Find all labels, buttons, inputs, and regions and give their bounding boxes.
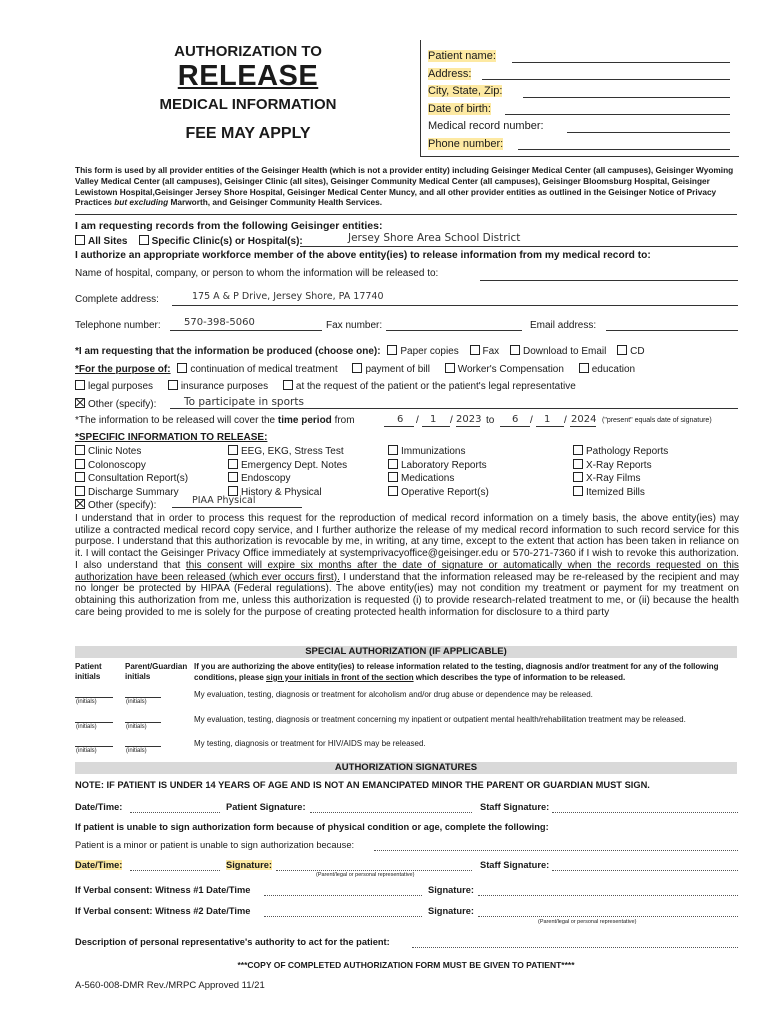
- download-email-checkbox[interactable]: [510, 345, 520, 355]
- insurance-checkbox[interactable]: [168, 380, 178, 390]
- specific-info-col4: [573, 445, 668, 499]
- endoscopy-label: Endoscopy: [241, 473, 291, 485]
- signature2-field[interactable]: [276, 870, 472, 871]
- patient-request-checkbox[interactable]: [283, 380, 293, 390]
- unable-to-sign-note: If patient is unable to sign authorization form because of physical condition or age, complete the following:: [75, 822, 549, 832]
- initials-hint: (initials): [126, 699, 147, 705]
- title-fee: FEE MAY APPLY: [185, 125, 311, 142]
- itemized-bills-checkbox[interactable]: [573, 486, 583, 496]
- recipient-name-label: Name of hospital, company, or person to whom the information will be released to:: [75, 268, 439, 279]
- city-state-zip-field[interactable]: [523, 97, 730, 98]
- all-sites-checkbox[interactable]: [75, 235, 85, 245]
- period-label: [75, 415, 355, 426]
- laboratory-checkbox[interactable]: [388, 459, 398, 469]
- payment-label: payment of bill: [365, 364, 430, 375]
- purpose-other-line: [170, 408, 738, 409]
- understand-text-underlined: this consent will expire six months after the date of signature or automatically when the records requested on this authorization have been released (which ever occurs first).: [75, 559, 739, 583]
- period-label-b: time period: [277, 415, 332, 426]
- specific-checkbox[interactable]: [139, 235, 149, 245]
- colonoscopy-label: Colonoscopy: [88, 459, 146, 471]
- download-email-label: Download to Email: [522, 346, 607, 357]
- pathology-label: Pathology Reports: [586, 446, 669, 457]
- mrn-field[interactable]: [567, 132, 730, 133]
- patient-initials-line-2[interactable]: [75, 722, 113, 723]
- eeg-checkbox[interactable]: [228, 445, 238, 455]
- witness1-signature-label: Signature:: [428, 885, 474, 895]
- period-label-a: *The information to be released will cover the: [75, 415, 278, 426]
- slash: /: [416, 415, 419, 426]
- xray-films-label: X-Ray Films: [586, 473, 641, 485]
- address-label: Address:: [428, 67, 472, 80]
- colonoscopy-checkbox[interactable]: [75, 459, 85, 469]
- xray-films-checkbox[interactable]: [573, 472, 583, 482]
- period-note: ("present" equals date of signature): [602, 417, 712, 424]
- witness1-label: If Verbal consent: Witness #1 Date/Time: [75, 885, 251, 895]
- patient-name-label: Patient name:: [428, 50, 496, 62]
- witness1-field[interactable]: [264, 895, 422, 896]
- workers-comp-label: Worker's Compensation: [457, 364, 564, 375]
- cd-label: CD: [630, 346, 645, 357]
- initials-hint: (initials): [126, 748, 147, 754]
- recipient-name-field[interactable]: [480, 280, 738, 281]
- patient-initials-col: Patient initials: [75, 662, 102, 681]
- datetime2-field[interactable]: [130, 870, 220, 871]
- special-description: [194, 662, 739, 683]
- recipient-address-line: [172, 305, 738, 306]
- datetime-label: Date/Time:: [75, 802, 123, 812]
- operative-label: Operative Report(s): [401, 486, 489, 498]
- xray-reports-label: X-Ray Reports: [586, 459, 652, 471]
- purpose-row1: [75, 363, 635, 375]
- period-to-month[interactable]: 6: [512, 414, 519, 425]
- datetime2-text: Date/Time:: [75, 860, 123, 870]
- witness2-label: If Verbal consent: Witness #2 Date/Time: [75, 906, 251, 916]
- specific-info-col2: [228, 445, 347, 499]
- specific-clinic-line: [300, 246, 738, 247]
- initials-hint: (initials): [76, 748, 97, 754]
- emergency-checkbox[interactable]: [228, 459, 238, 469]
- intro-text-c: Marworth, and Geisinger Community Health Services.: [168, 197, 383, 208]
- specific-info-heading: *SPECIFIC INFORMATION TO RELEASE:: [75, 432, 268, 443]
- parent-rep-note: (Parent/legal or personal representative): [316, 872, 415, 878]
- consultation-label: Consultation Report(s): [88, 473, 189, 485]
- patient-request-label: at the request of the patient or the patient's legal representative: [295, 381, 576, 392]
- authorization-signatures-bar: AUTHORIZATION SIGNATURES: [75, 762, 737, 774]
- laboratory-label: Laboratory Reports: [401, 459, 487, 471]
- understand-text-b: I understand that the information released may be re-released by the recipient and may no longer be protected by HIPAA (Federal regulations). The above entity(ies) may not condition my treatment or payment for my treatment on obtaining this authorization from me, unless this authorization is requested (i) to provide research-related treatment to me, or (ii) because the health care being provided to me is solely for the purpose of creating protected health information for disclosure to a third party: [75, 571, 739, 618]
- medications-checkbox[interactable]: [388, 472, 398, 482]
- slash: /: [450, 415, 453, 426]
- patient-initials-line-1[interactable]: [75, 697, 113, 698]
- period-to-month-line: [500, 426, 530, 427]
- medications-label: Medications: [401, 473, 455, 485]
- entities-heading: I am requesting records from the following Geisinger entities:: [75, 220, 383, 232]
- minor-reason-field[interactable]: [374, 850, 738, 851]
- specific-info-col1: [75, 445, 188, 513]
- signature2-text: Signature:: [226, 860, 272, 870]
- discharge-label: Discharge Summary: [88, 486, 179, 498]
- witness2-signature-field[interactable]: [478, 916, 738, 917]
- purpose-label: *For the purpose of:: [75, 364, 171, 375]
- patient-name-field[interactable]: [512, 62, 730, 63]
- special-row-alcohol: My evaluation, testing, diagnosis or treatment for alcoholism and/or drug abuse or dependence may be released.: [194, 690, 593, 699]
- rep-authority-field[interactable]: [412, 947, 738, 948]
- special-desc-u: sign your initials in front of the section: [266, 672, 414, 682]
- email-label: Email address:: [530, 320, 597, 331]
- purpose-other-value[interactable]: To participate in sports: [184, 396, 304, 408]
- fax-field[interactable]: [386, 330, 522, 331]
- address-field[interactable]: [482, 79, 730, 80]
- telephone-value[interactable]: 570-398-5060: [184, 317, 255, 328]
- slash: /: [564, 415, 567, 426]
- specific-label: Specific Clinic(s) or Hospital(s):: [151, 236, 303, 247]
- divider: [75, 214, 737, 215]
- guardian-initials-col: Parent/Guardian initials: [125, 662, 188, 681]
- initials-hint: (initials): [76, 699, 97, 705]
- patient-signature-label: Patient Signature:: [226, 802, 306, 812]
- special-authorization-bar: SPECIAL AUTHORIZATION (IF APPLICABLE): [75, 646, 737, 658]
- purpose-other-checkbox[interactable]: [75, 398, 85, 408]
- witness1-signature-field[interactable]: [478, 895, 738, 896]
- itemized-bills-label: Itemized Bills: [586, 486, 645, 498]
- operative-checkbox[interactable]: [388, 486, 398, 496]
- workforce-heading: I authorize an appropriate workforce member of the above entity(ies) to release information from my medical record to:: [75, 250, 651, 261]
- patient-signature-field[interactable]: [310, 812, 472, 813]
- rep-authority-label: Description of personal representative's authority to act for the patient:: [75, 937, 390, 947]
- period-label-c: from: [331, 415, 355, 426]
- recipient-address-label: Complete address:: [75, 294, 159, 305]
- eeg-label: EEG, EKG, Stress Test: [241, 446, 344, 457]
- telephone-line: [170, 330, 322, 331]
- city-state-zip-label: City, State, Zip:: [428, 85, 503, 97]
- phone-field[interactable]: [518, 149, 730, 150]
- consultation-checkbox[interactable]: [75, 472, 85, 482]
- period-to-day[interactable]: 1: [544, 414, 551, 425]
- witness2-signature-label: Signature:: [428, 906, 474, 916]
- format-heading: *I am requesting that the information be produced (choose one):: [75, 346, 381, 357]
- continuation-checkbox[interactable]: [177, 363, 187, 373]
- title-line3: MEDICAL INFORMATION: [159, 96, 337, 113]
- guardian-initials-line-3[interactable]: [125, 746, 161, 747]
- info-other-line: [172, 507, 302, 508]
- initials-hint: (initials): [126, 724, 147, 730]
- pathology-checkbox[interactable]: [573, 445, 583, 455]
- period-to-label: to: [486, 415, 495, 426]
- intro-text-b: but excluding: [114, 197, 169, 208]
- understand-paragraph: [75, 513, 739, 618]
- form-id: A-560-008-DMR Rev./MRPC Approved 11/21: [75, 980, 265, 991]
- purpose-other-label: Other (specify):: [88, 399, 157, 410]
- email-field[interactable]: [606, 330, 738, 331]
- initials-hint: (initials): [76, 724, 97, 730]
- specific-clinic-value[interactable]: Jersey Shore Area School District: [348, 232, 521, 244]
- parent-rep-note2: (Parent/legal or personal representative): [538, 919, 637, 925]
- legal-checkbox[interactable]: [75, 380, 85, 390]
- datetime-field[interactable]: [130, 812, 220, 813]
- period-from-day-line: [422, 426, 450, 427]
- info-other-label: Other (specify):: [88, 500, 157, 512]
- dob-field[interactable]: [505, 114, 730, 115]
- immunizations-label: Immunizations: [401, 446, 466, 457]
- history-physical-label: History & Physical: [241, 486, 322, 498]
- signature-note: NOTE: IF PATIENT IS UNDER 14 YEARS OF AGE AND IS NOT AN EMANCIPATED MINOR THE PARENT OR GUARDIAN MUST SIGN.: [75, 780, 650, 790]
- special-desc-a: If you are authorizing the above entity(ies) to release information related to the testing, diagnosis and/or treatment for any of the following conditions, please: [194, 662, 719, 682]
- dob-label: Date of birth:: [428, 102, 491, 115]
- understand-text-a: I understand that in order to process this request for the reproduction of medical record information on a timely basis, the above entity(ies) may utilize a contracted medical record copy service, and I further authorize the release of my medical record information to such record service for this purpose. I understand that this authorization is revocable by me, in writing, at any time, except to the extent that action has been taken in reliance on it. I will contact the Geisinger Privacy Office immediately at systemprivacyoffice@geisinger.edu or 570-271-7360 if I wish to revoke this authorization. I also understand that: [75, 513, 739, 571]
- intro-text-a: This form is used by all provider entities of the Geisinger Health (which is not a provider entity) including Geisinger Medical Center (all campuses), Geisinger Wyoming Valley Medical Center (all campuses), Geisinger Clinic (all sites), Geisinger Community Medical Center (all campuses), Geisinger Bloomsburg Hospital, Geisinger Lewistown Hospital,Geisinger Jersey Shore Hospital, Geisinger Medical Center Muncy, and all other provider entities as outlined in the Geisinger Notice of Privacy Practices: [75, 165, 734, 208]
- datetime2-label: [75, 860, 122, 870]
- period-from-day[interactable]: 1: [430, 414, 437, 425]
- insurance-label: insurance purposes: [180, 381, 269, 392]
- education-label: education: [591, 364, 636, 375]
- fax-label: Fax number:: [326, 320, 383, 331]
- paper-copies-checkbox[interactable]: [387, 345, 397, 355]
- period-from-year[interactable]: 2023: [456, 414, 482, 425]
- purpose-row2: [75, 380, 576, 392]
- telephone-label: Telephone number:: [75, 320, 161, 331]
- slash: /: [530, 415, 533, 426]
- mrn-label: Medical record number:: [428, 120, 544, 132]
- entities-options: [75, 235, 303, 247]
- xray-reports-checkbox[interactable]: [573, 459, 583, 469]
- title-release: RELEASE: [177, 60, 319, 92]
- special-row-mental-health: My evaluation, testing, diagnosis or treatment concerning my inpatient or outpatient mental health/rehabilitation treatment may be released.: [194, 715, 686, 724]
- signature2-label: [226, 860, 272, 870]
- period-from-month[interactable]: 6: [397, 414, 404, 425]
- special-desc-b: which describes the type of information to be released.: [413, 672, 626, 682]
- period-to-day-line: [536, 426, 564, 427]
- special-row-hiv: My testing, diagnosis or treatment for HIV/AIDS may be released.: [194, 739, 426, 748]
- immunizations-checkbox[interactable]: [388, 445, 398, 455]
- staff-signature2-field[interactable]: [552, 870, 738, 871]
- paper-copies-label: Paper copies: [400, 346, 459, 357]
- patient-initials-line-3[interactable]: [75, 746, 113, 747]
- emergency-label: Emergency Dept. Notes: [241, 459, 348, 471]
- discharge-checkbox[interactable]: [75, 486, 85, 496]
- history-physical-checkbox[interactable]: [228, 486, 238, 496]
- staff-signature-label: Staff Signature:: [480, 802, 550, 812]
- period-to-year[interactable]: 2024: [571, 414, 597, 425]
- recipient-address-value[interactable]: 175 A & P Drive, Jersey Shore, PA 17740: [192, 291, 384, 302]
- guardian-initials-line-2[interactable]: [125, 722, 161, 723]
- info-other-value[interactable]: PIAA Physical: [192, 495, 256, 506]
- patient-info-fields: [428, 48, 734, 153]
- endoscopy-checkbox[interactable]: [228, 472, 238, 482]
- all-sites-label: All Sites: [88, 236, 128, 247]
- staff-signature2-label: Staff Signature:: [480, 860, 550, 870]
- minor-reason-label: Patient is a minor or patient is unable to sign authorization because:: [75, 840, 355, 850]
- clinic-notes-label: Clinic Notes: [88, 446, 142, 457]
- education-checkbox[interactable]: [579, 363, 589, 373]
- period-from-year-line: [456, 426, 480, 427]
- phone-label: Phone number:: [428, 137, 504, 150]
- period-to-year-line: [570, 426, 596, 427]
- intro-paragraph: [75, 165, 737, 208]
- workers-comp-checkbox[interactable]: [445, 363, 455, 373]
- fax-checkbox[interactable]: [470, 345, 480, 355]
- legal-label: legal purposes: [88, 381, 154, 392]
- guardian-initials-line-1[interactable]: [125, 697, 161, 698]
- cd-checkbox[interactable]: [617, 345, 627, 355]
- info-other-checkbox[interactable]: [75, 499, 85, 509]
- title-line1: AUTHORIZATION TO: [174, 43, 322, 60]
- continuation-label: continuation of medical treatment: [190, 364, 338, 375]
- witness2-field[interactable]: [264, 916, 422, 917]
- payment-checkbox[interactable]: [352, 363, 362, 373]
- period-from-month-line: [384, 426, 414, 427]
- purpose-other-row: [75, 398, 156, 410]
- specific-info-col3: [388, 445, 489, 499]
- staff-signature-field[interactable]: [552, 812, 738, 813]
- fax-option-label: Fax: [482, 346, 500, 357]
- format-row: [75, 345, 645, 357]
- clinic-notes-checkbox[interactable]: [75, 445, 85, 455]
- copy-notice: ***COPY OF COMPLETED AUTHORIZATION FORM MUST BE GIVEN TO PATIENT****: [237, 960, 575, 970]
